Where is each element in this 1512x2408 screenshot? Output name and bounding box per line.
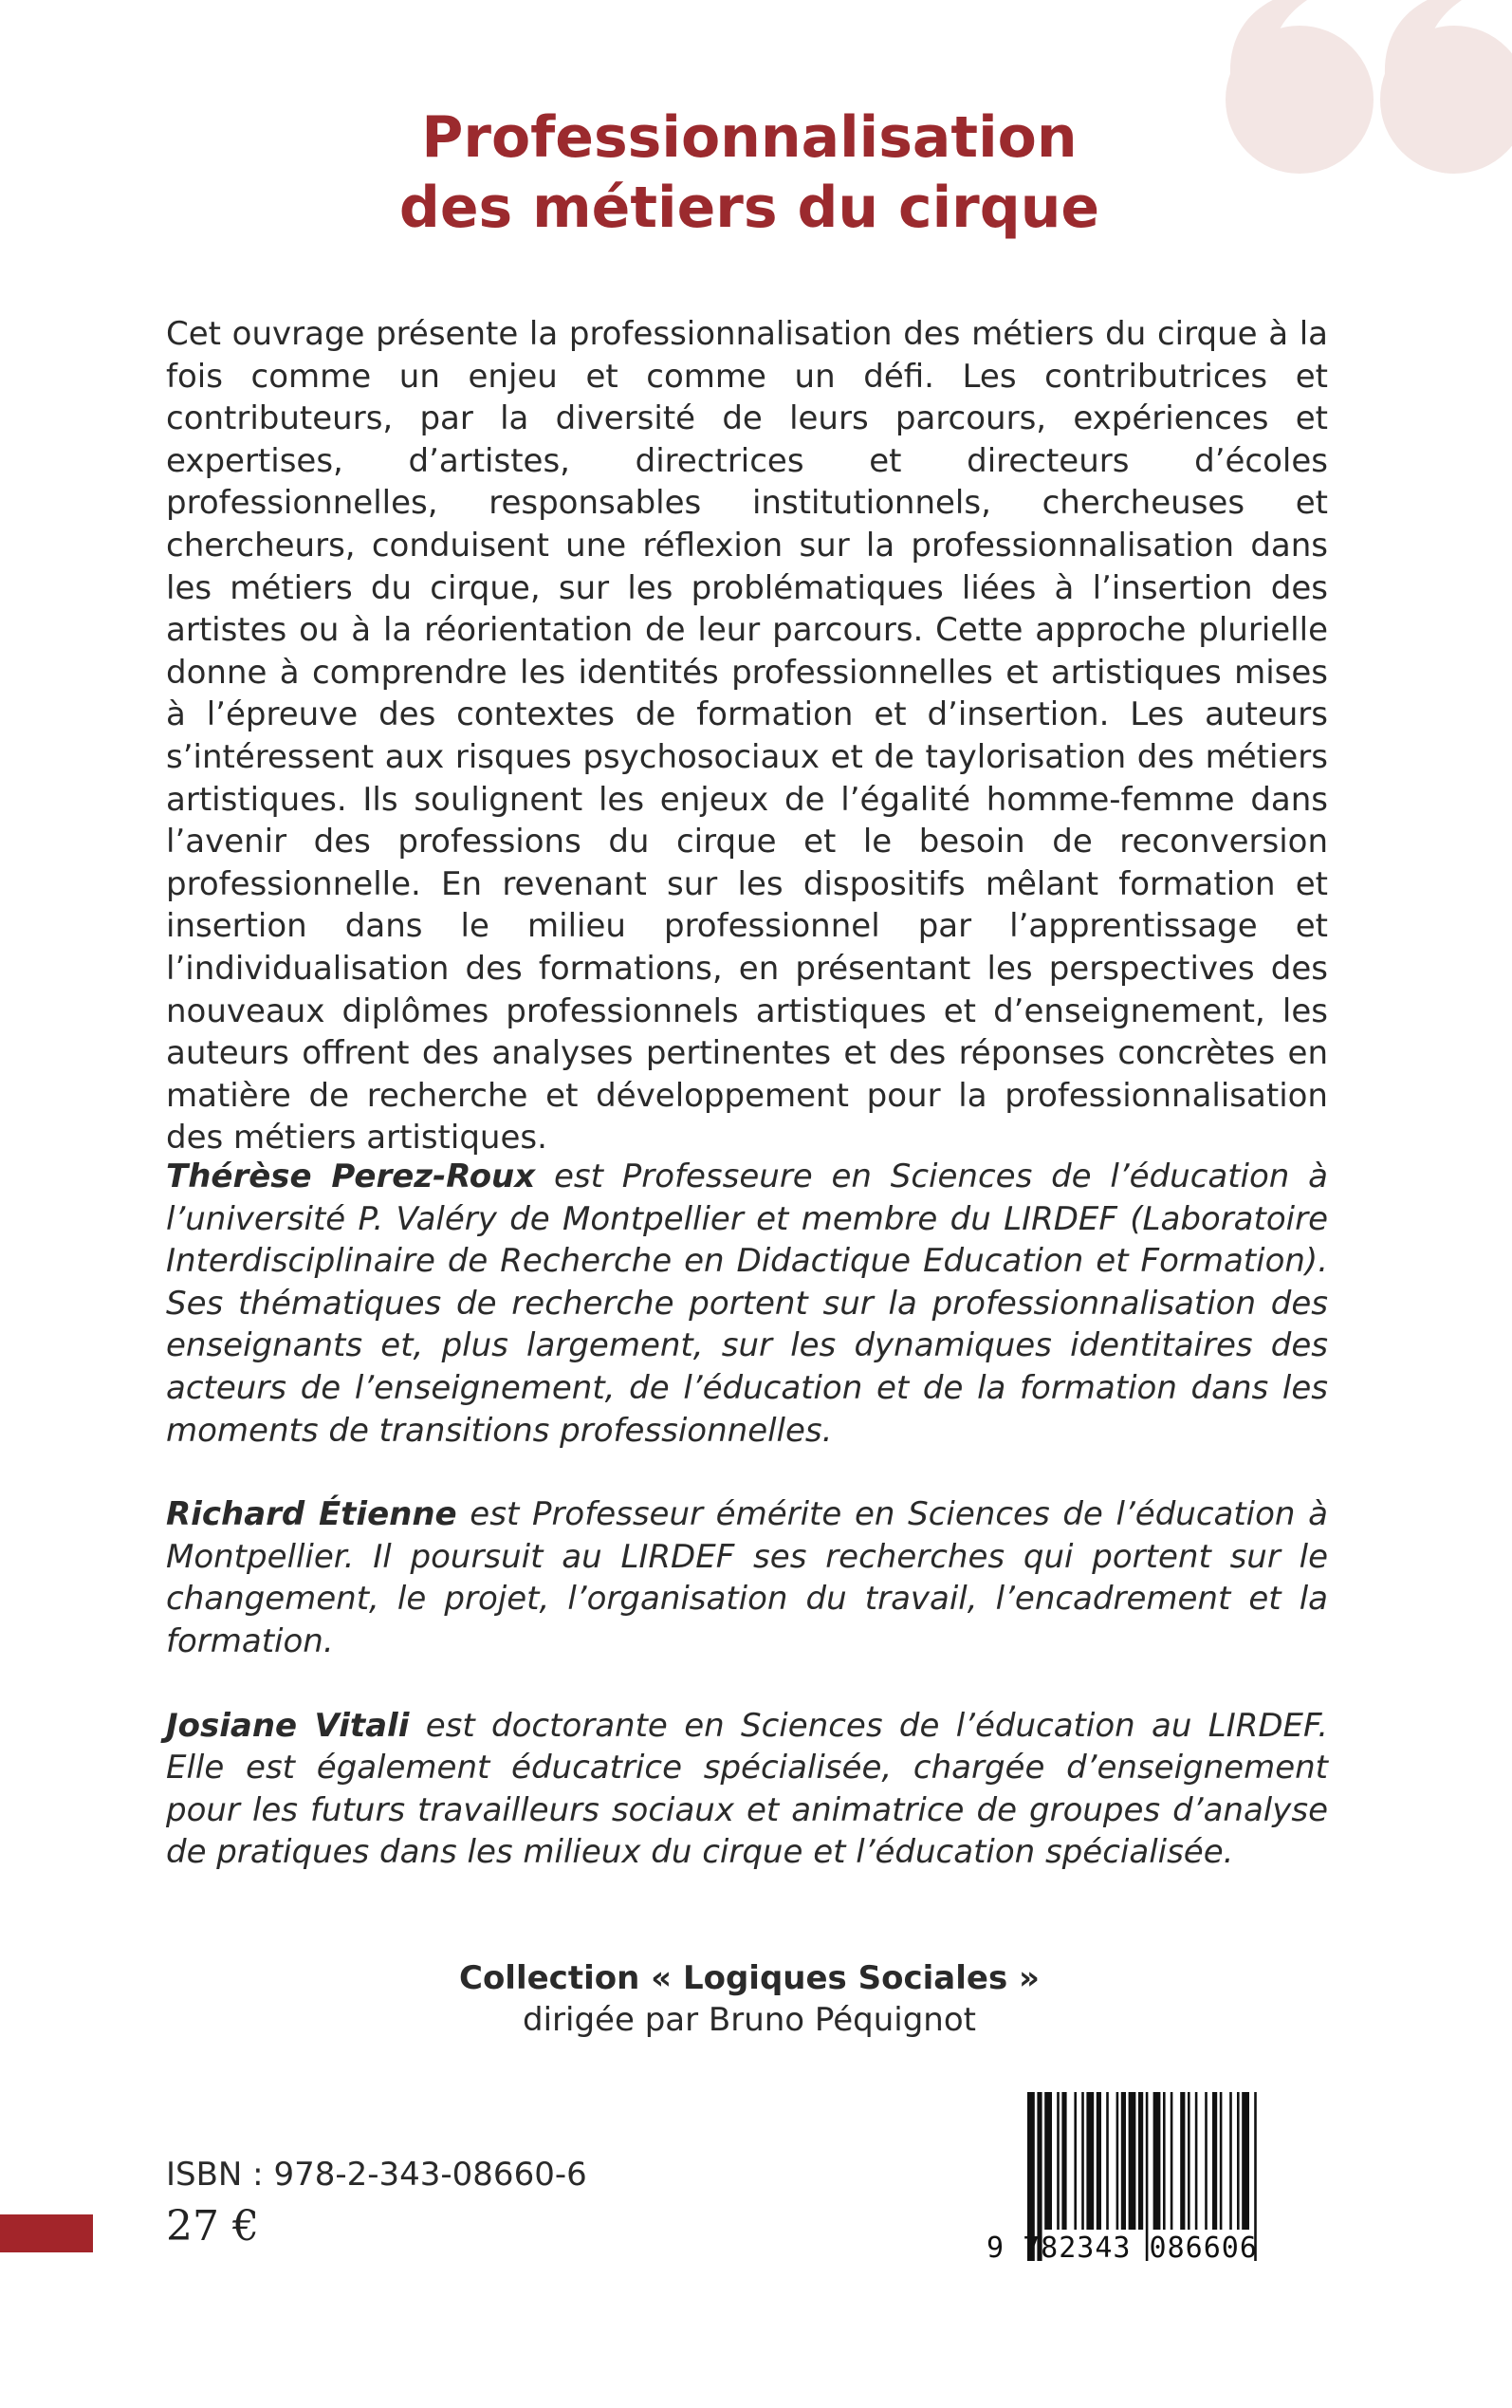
isbn: ISBN : 978-2-343-08660-6: [166, 2156, 587, 2194]
author-name: Josiane Vitali: [166, 1706, 410, 1745]
author-name: Thérèse Perez-Roux: [166, 1158, 536, 1195]
collection-name: Collection « Logiques Sociales »: [459, 1959, 1040, 1997]
author-bio: [166, 1156, 1328, 1452]
barcode-bar: [1195, 2092, 1198, 2230]
barcode-bar: [1171, 2092, 1173, 2230]
price: 27 €: [166, 2202, 259, 2251]
barcode-bar: [1121, 2092, 1126, 2230]
barcode-bar: [1116, 2092, 1119, 2230]
book-title: [218, 102, 1281, 243]
book-description: Cet ouvrage présente la professionnalisation des métiers du cirque à la fois comme un enjeu et comme un défi. Les contributrices et contributeurs, par la diversité de leurs parcours, expériences et expertises, d’artistes, directrices et directeurs d’écoles professionnelles, responsables institutionnels, chercheuses et chercheurs, conduisent une réflexion sur la professionnalisation dans les métiers du cirque, sur les problématiques liées à l’insertion des artistes ou à la réorientation de leur parcours. Cette approche plurielle donne à comprendre les identités professionnelles et artistiques mises à l’épreuve des contextes de formation et d’insertion. Les auteurs s’intéressent aux risques psychosociaux et de taylorisation des métiers artistiques. Ils soulignent les enjeux de l’égalité homme-femme dans l’avenir des professions du cirque et le besoin de reconversion professionnelle. En revenant sur les dispositifs mêlant formation et insertion dans le milieu professionnel par l’apprentissage et l’individualisation des formations, en présentant les perspectives des nouveaux diplômes professionnels artistiques et d’enseignement, les auteurs offrent des analyses pertinentes et des réponses concrètes en matière de recherche et développement pour la professionnalisation des métiers artistiques.: [166, 315, 1328, 1158]
barcode-bar: [1097, 2092, 1101, 2230]
barcode-bar: [1205, 2092, 1208, 2230]
barcode-bar: [1081, 2092, 1084, 2230]
author-bio: [166, 1493, 1328, 1662]
collection-info: [285, 1957, 1214, 2041]
accent-bar: [0, 2214, 93, 2252]
author-bio: [166, 1705, 1328, 1874]
author-bio-text: est doctorante en Sciences de l’éducation au LIRDEF. Elle est également éducatrice spécialisée, chargée d’enseignement pour les futurs travailleurs sociaux et animatrice de groupes d’analyse de pratiques dans les milieux du cirque et l’éducation spécialisée.: [166, 1706, 1329, 1872]
barcode-bar: [1074, 2092, 1077, 2230]
barcode-bar: [1153, 2092, 1161, 2230]
barcode-bar: [1106, 2092, 1109, 2230]
barcode-bar: [1057, 2092, 1060, 2230]
author-bios: [166, 1156, 1328, 1916]
barcode-bar: [1086, 2092, 1094, 2230]
barcode-digits: 9 782343 086606: [986, 2232, 1258, 2265]
barcode-bar: [1212, 2092, 1217, 2230]
barcode-bar: [1220, 2092, 1223, 2230]
barcode-bar: [1180, 2092, 1185, 2230]
barcode-bar: [1061, 2092, 1066, 2230]
title-line-1: Professionnalisation: [421, 104, 1078, 171]
barcode-bar: [1138, 2092, 1143, 2230]
barcode-bar: [1237, 2092, 1240, 2230]
title-line-2: des métiers du cirque: [398, 175, 1100, 241]
collection-director: dirigée par Bruno Péquignot: [523, 2001, 976, 2039]
author-name: Richard Étienne: [166, 1495, 457, 1534]
author-bio-text: est Professeur émérite en Sciences de l’éducation à Montpellier. Il poursuit au LIRDEF ses recherches qui portent sur le changement, le projet, l’organisation du travail, l’encadrement et la formation.: [166, 1495, 1328, 1660]
barcode-bar: [1163, 2092, 1166, 2230]
barcode-bar: [1242, 2092, 1249, 2230]
barcode-bar: [1044, 2092, 1052, 2230]
barcode-bar: [1129, 2092, 1136, 2230]
author-bio-text: est Professeure en Sciences de l’éducation à l’université P. Valéry de Montpellier et membre du LIRDEF (Laboratoire Interdisciplinaire de Recherche en Didactique Education et Formation). Ses thématiques de recherche portent sur la professionnalisation des enseignants et, plus largement, sur les dynamiques identitaires des acteurs de l’enseignement, de l’éducation et de la formation dans les moments de transitions professionnelles.: [166, 1158, 1328, 1450]
barcode-bar: [1188, 2092, 1190, 2230]
barcode-bar: [1229, 2092, 1232, 2230]
